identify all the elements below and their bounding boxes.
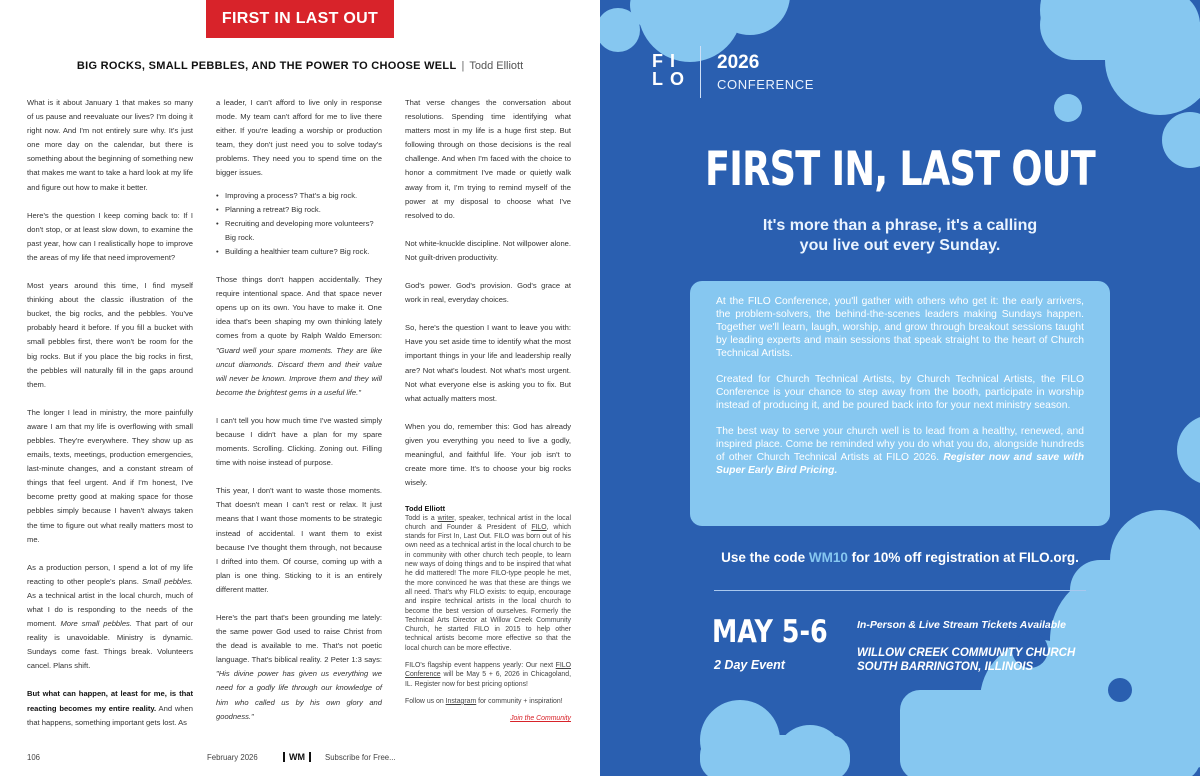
text-run: will be May 5 + 6, 2026 in Chicagoland, IL. Register now for best pricing options! [405,671,571,688]
paragraph [216,611,382,724]
tagline-line: you live out every Sunday. [799,237,1001,254]
list-item: • Building a healthier team culture? Big rock. [216,245,382,259]
article-title: BIG ROCKS, SMALL PEBBLES, AND THE POWER TO CHOOSE WELL [76,60,457,72]
logo-letter: F [652,51,670,71]
text-run: for community + inspiration! [478,697,563,705]
bullet-list [216,189,382,259]
info-card [690,281,1110,526]
quote: "His divine power has given us everything we need for a godly life through our knowledge of him who called us by his own glory and goodness." [216,669,382,721]
paragraph: When you do, remember this: God has already given you everything you need to live a godly, meaningful, and faithful life. Your job isn't to create more time. It's to choose your big rocks wisely. [405,421,571,488]
bio-paragraph [405,661,571,689]
page-footer [27,750,587,764]
conference-ad [600,0,1200,776]
paragraph [27,561,193,674]
headline-separator: | [461,60,465,72]
quote: "Guard well your spare moments. They are like uncut diamonds. Discard them and their value will never be known. Improve them and they will become the brightest gems in a useful life." [216,345,382,397]
ad-title: FIRST IN, LAST OUT [705,142,1095,197]
logo-letter: I [670,51,683,71]
filo-link[interactable]: FILO [531,523,547,531]
paragraph: What is it about January 1 that makes so many of us pause and reevaluate our lives? I'm doing it right now. And I'm not entirely sure why. It's just one more day on the calendar, but there is something about the beginning of something new that makes me want to take a hard look at my life and figure out how to make it better. [27,98,193,192]
logo-letter: O [670,69,692,89]
text-run: Small pebbles. [142,576,193,586]
tagline-line: It's more than a phrase, it's a calling [762,217,1038,234]
join-community-link[interactable]: Join the Community [510,715,571,723]
section-tab: FIRST IN LAST OUT [206,0,394,38]
card-paragraph: Created for Church Technical Artists, by Church Technical Artists, the FILO Conference is your chance to step away from the booth, participate in worship instead of producing it, and be poured back into for your next ministry season. [716,374,1084,411]
venue-location: SOUTH BARRINGTON, ILLINOIS [857,661,1034,673]
filo-logo [652,52,691,88]
ticket-info: In-Person & Live Stream Tickets Available [857,619,1066,631]
text-run: Those things don't happen accidentally. They require intentional space. And that space never opens up on its own. You have to make it. One idea that's been shaping my own thinking lately comes from a quote by Ralph Waldo Emerson: [216,275,382,341]
instagram-link[interactable]: Instagram [445,697,477,705]
text-run: And when that happens, something important gets lost. As [27,703,193,727]
text-run: FILO's flagship event happens yearly: Our next [405,662,553,669]
event-venue [857,646,1075,674]
paragraph: Here's the question I keep coming back to: If I don't stop, or at least slow down, to examine the past year, how can I realistically hope to improve the areas of my life that need improvement? [27,210,193,262]
paragraph [27,687,193,729]
article-column-1 [27,96,193,744]
page-number: 106 [27,752,41,762]
list-item: • Recruiting and developing more volunteers? Big rock. [216,217,382,245]
paragraph: God's power. God's provision. God's grace at work in real, everyday choices. [405,281,571,305]
text-run: More small pebbles. [60,619,132,629]
paragraph [216,273,382,400]
text-run: Todd is a [405,514,435,522]
event-length: 2 Day Event [714,658,785,672]
list-item: • Improving a process? That's a big rock. [216,189,382,203]
bio-paragraph [405,514,571,653]
article-headline [0,60,600,72]
paragraph: This year, I don't want to waste those moments. That doesn't mean I can't rest or relax. It just means that I want those moments to be strategic instead of accidental. I want them to exist because I've thought them through, not because I drifted into them. Of course, coming up with a plan is one thing. Sticking to it is an entirely different matter. [216,486,382,594]
event-date: MAY 5-6 [712,614,828,650]
paragraph: I can't tell you how much time I've wasted simply because I didn't have a plan for my spare moments. Scrolling. Clicking. Zoning out. Filling time with noise instead of purpose. [216,415,382,468]
paragraph: The longer I lead in ministry, the more painfully aware I am that my life is overflowing with small pebbles. They're everywhere. They show up as emails, texts, meetings, production emergencies, last-minute changes, and a constant stream of things that feel urgent. And if I'm honest, I've become pretty good at making space for those pebbles simply because I haven't always taken the time to figure out what really matters most to me. [27,407,193,544]
text-run: , speaker, technical artist in the local church and Founder & President of [405,514,571,531]
logo-divider [700,46,701,98]
divider [714,590,1086,591]
subscribe-link[interactable]: Subscribe for Free... [325,752,396,762]
conference-label: CONFERENCE [717,77,815,92]
ad-tagline [600,216,1200,256]
text-run: As a production person, I spend a lot of my life reacting to other people's plans. [27,562,193,586]
author-bio [405,504,571,723]
article-column-3 [405,96,571,723]
promo-code: WM10 [808,550,848,565]
bold-text: But what can happen, at least for me, is that reacting becomes my entire reality. [27,689,193,713]
paragraph: So, here's the question I want to leave you with: Have you set aside time to identify what the most important things in your life and leadership really are? Not what's loudest. Not what's most urgent. Not what everyone else is asking you to fix. But what actually matters most. [405,323,571,403]
writer-link[interactable]: writer [437,514,455,522]
text-run: That part of our reality is unavoidable. Ministry is dynamic. Sundays come fast. Things break. Volunteers cancel. Plans shift. [27,619,193,671]
wm-logo: WM [283,752,311,762]
paragraph: a leader, I can't afford to live only in response mode. My team can't afford for me to live there either. If you're leading a worship or production team, they don't just need you to solve today's problems. They need you to spend time on the bigger issues. [216,98,382,178]
card-paragraph: At the FILO Conference, you'll gather with others who get it: the early arrivers, the problem-solvers, the behind-the-scenes leaders making Sundays happen. Together we'll learn, laugh, worship, and grow through breakout sessions taught by leading experts and main sessions that speak straight to the heart of Church Technical Artists. [716,296,1084,359]
text-run: Use the code [721,550,806,565]
paragraph: Most years around this time, I find myself thinking about the classic illustration of the bucket, the big rocks, and the pebbles. You've probably heard it before. If you fill a bucket with small pebbles first, there won't be room for the big rocks. But if you place the big rocks in first, the pebbles will naturally fill in the gaps around them. [27,281,193,389]
text-run: for 10% off registration at FILO.org. [851,550,1079,565]
text-run: As a technical artist in the local church, much of what I do is responding to the needs of the moment. [27,590,193,629]
list-item: • Planning a retreat? Big rock. [216,203,382,217]
issue-month: February 2026 [207,752,258,762]
paragraph: That verse changes the conversation about resolutions. Spending time identifying what matters most in my life is a huge first step. But following through on those decisions is the real challenge. And when I'm faced with the choice to honor a commitment I've made or quietly walk away from it, I'm trying to remind myself of the power at my disposal to choose what I've resolved to do. [405,98,571,220]
promo-code-line [600,550,1200,565]
venue-name: WILLOW CREEK COMMUNITY CHURCH [857,647,1076,659]
bio-paragraph [405,697,571,706]
card-paragraph [716,425,1084,477]
text-run: The best way to serve your church well is to lead from a healthy, renewed, and inspired place. Come be reminded why you do what you do, alongside hundreds of other Church Technical Artists at FILO 2026. [716,426,1084,463]
text-run: , which stands for First In, Last Out. FILO was born out of his own need as a technical artist in the local church to be in community with other church tech people, to learn new ways of doing things and to be inspired that what he did mattered! The more FILO-type people he met, the more convinced he was that these are things we all need. That's why FILO exists: to equip, encourage and inspire technical artists in the local church to become the best version of ourselves. Formerly the Technical Arts Director at Willow Creek Community Church, he started FILO in 2015 to help other technical artists become more effective so that the local church can be more effective. [405,523,572,652]
logo-letter: L [652,69,670,89]
article-column-2 [216,96,382,738]
bio-name: Todd Elliott [405,504,446,514]
text-run: Follow us on [405,697,444,705]
conference-year: 2026 [717,52,760,73]
register-cta[interactable]: Register now and save with Super Early Bird Pricing. [716,452,1084,476]
text-run: Here's the part that's been grounding me lately: the same power God used to raise Christ from the dead is available to me. That's not poetic language. That's biblical reality. 2 Peter 1:3 says: [216,613,382,665]
paragraph: Not white-knuckle discipline. Not willpower alone. Not guilt-driven productivity. [405,238,571,262]
article-author: Todd Elliott [469,60,524,72]
filo-conference-link[interactable]: FILO Conference [405,662,571,679]
